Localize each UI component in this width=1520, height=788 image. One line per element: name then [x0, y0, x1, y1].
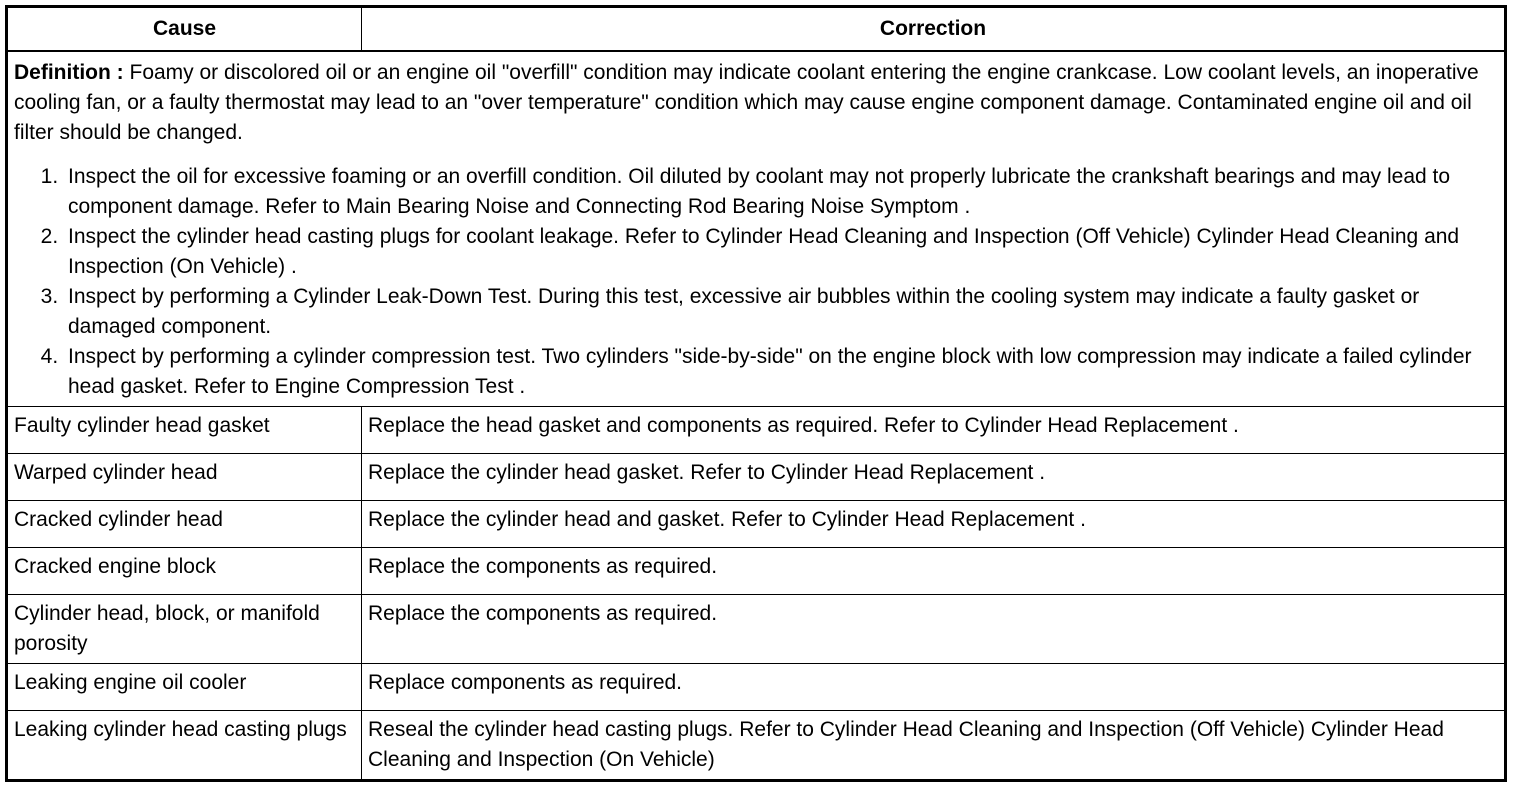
correction-header: Correction — [362, 7, 1506, 52]
list-item: 3. Inspect by performing a Cylinder Leak-Down Test. During this test, excessive air bubbles within the cooling system may indicate a faulty gasket or damaged component. — [64, 282, 1498, 342]
table-row — [7, 595, 1506, 664]
inspection-steps — [14, 162, 1498, 402]
cause-cell: Leaking cylinder head casting plugs — [7, 711, 362, 781]
definition-text: Foamy or discolored oil or an engine oil "overfill" condition may indicate coolant entering the engine crankcase. Low coolant levels, an inoperative cooling fan, or a faulty thermostat may lead to an "over temperature" condition which may cause engine component damage. Contaminated engine oil and oil filter should be changed. — [14, 61, 1479, 144]
cause-cell: Cracked cylinder head — [7, 501, 362, 548]
definition-cell — [7, 51, 1506, 407]
cause-cell: Leaking engine oil cooler — [7, 664, 362, 711]
table-row — [7, 501, 1506, 548]
table-row — [7, 711, 1506, 781]
header-row — [7, 7, 1506, 52]
document — [5, 5, 1507, 782]
correction-cell: Replace components as required. — [362, 664, 1506, 711]
correction-cell: Replace the head gasket and components as required. Refer to Cylinder Head Replacement . — [362, 407, 1506, 454]
definition-row — [7, 51, 1506, 407]
list-item: 4. Inspect by performing a cylinder compression test. Two cylinders "side-by-side" on the engine block with low compression may indicate a failed cylinder head gasket. Refer to Engine Compression Test . — [64, 342, 1498, 402]
list-item: 1. Inspect the oil for excessive foaming or an overfill condition. Oil diluted by coolant may not properly lubricate the crankshaft bearings and may lead to component damage. Refer to Main Bearing Noise and Connecting Rod Bearing Noise Symptom . — [64, 162, 1498, 222]
table-row — [7, 664, 1506, 711]
table-row — [7, 548, 1506, 595]
table-row — [7, 454, 1506, 501]
correction-cell: Replace the components as required. — [362, 595, 1506, 664]
list-item: 2. Inspect the cylinder head casting plugs for coolant leakage. Refer to Cylinder Head Cleaning and Inspection (Off Vehicle) Cylinder Head Cleaning and Inspection (On Vehicle) . — [64, 222, 1498, 282]
correction-cell: Replace the components as required. — [362, 548, 1506, 595]
correction-cell: Replace the cylinder head and gasket. Refer to Cylinder Head Replacement . — [362, 501, 1506, 548]
correction-cell: Reseal the cylinder head casting plugs. Refer to Cylinder Head Cleaning and Inspection (Off Vehicle) Cylinder Head Cleaning and Inspection (On Vehicle) — [362, 711, 1506, 781]
cause-cell: Cylinder head, block, or manifold porosity — [7, 595, 362, 664]
diagnostic-table — [5, 5, 1507, 782]
definition-paragraph — [14, 58, 1498, 148]
cause-cell: Faulty cylinder head gasket — [7, 407, 362, 454]
cause-cell: Warped cylinder head — [7, 454, 362, 501]
definition-label: Definition : — [14, 61, 124, 84]
correction-cell: Replace the cylinder head gasket. Refer to Cylinder Head Replacement . — [362, 454, 1506, 501]
table-row — [7, 407, 1506, 454]
cause-cell: Cracked engine block — [7, 548, 362, 595]
cause-header: Cause — [7, 7, 362, 52]
